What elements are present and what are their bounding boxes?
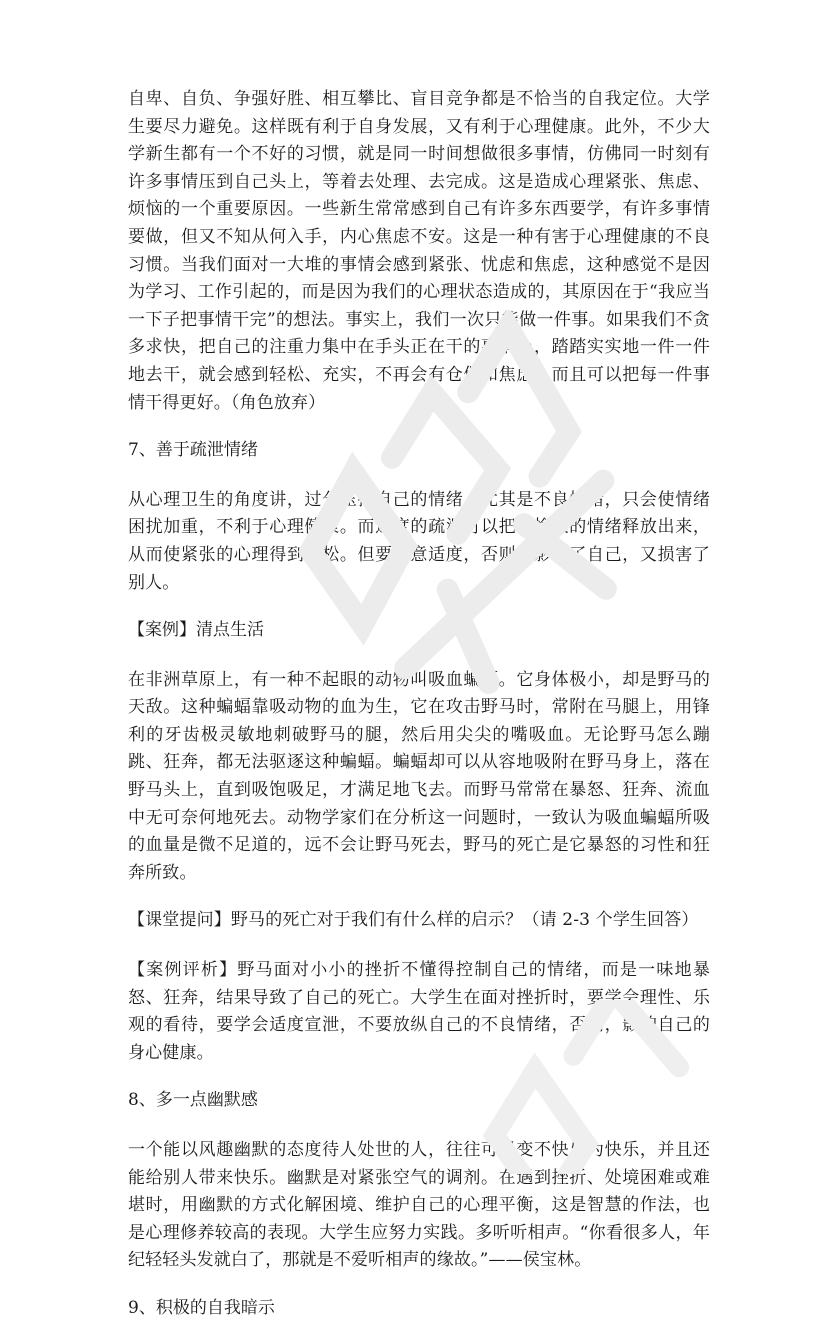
- paragraph-class-question: 【课堂提问】野马的死亡对于我们有什么样的启示？（请 2-3 个学生回答）: [128, 910, 699, 931]
- paragraph-case-analysis: 【案例评析】野马面对小小的挫折不懂得控制自己的情绪，而是一味地暴怒、狂奔，结果导致了自己的死亡。大学生在面对挫折时，要学会理性、乐观的看待，要学会适度宣泄，不要放纵自己的不良情绪，否则，影响自己的身心健康。: [128, 960, 710, 1063]
- paragraph-self-positioning: 自卑、自负、争强好胜、相互攀比、盲目竞争都是不恰当的自我定位。大学生要尽力避免。这样既有利于自身发展，又有利于心理健康。此外，不少大学新生都有一个不好的习惯，就是同一时间想做很多事情，仿佛同一时刻有许多事情压到自己头上，等着去处理、去完成。这是造成心理紧张、焦虑、烦恼的一个重要原因。一些新生常常感到自己有许多东西要学，有许多事情要做，但又不知从何入手，内心焦虑不安。这是一种有害于心理健康的不良习惯。当我们面对一大堆的事情会感到紧张、忧虑和焦虑，这种感觉不是因为学习、工作引起的，而是因为我们的心理状态造成的，其原因在于“我应当一下子把事情干完”的想法。事实上，我们一次只能做一件事。如果我们不贪多求快，把自己的注重力集中在手头正在干的事情上，踏踏实实地一件一件地去干，就会感到轻松、充实，不再会有仓促和焦虑，而且可以把每一件事情干得更好。（角色放弃）: [128, 89, 710, 413]
- case-heading: 【案例】清点生活: [128, 620, 264, 641]
- paragraph-emotion-release: 从心理卫生的角度讲，过分压抑自己的情绪，尤其是不良情绪，只会使情绪困扰加重，不利于心理健康。而适度的疏泄可以把不愉快的情绪释放出来，从而使紧张的心理得到放松。但要留意适度，否则既影响了自己，又损害了别人。: [128, 489, 710, 593]
- section-heading-9: 9、积极的自我暗示: [128, 1297, 275, 1318]
- paragraph-case-story: 在非洲草原上，有一种不起眼的动物叫吸血蝙蝠。它身体极小，却是野马的天敌。这种蝙蝠靠吸动物的血为生，它在攻击野马时，常附在马腿上，用锋利的牙齿极灵敏地刺破野马的腿，然后用尖尖的嘴吸血。无论野马怎么蹦跳、狂奔，都无法驱逐这种蝙蝠。蝙蝠却可以从容地吸附在野马身上，落在野马头上，直到吸饱吸足，才满足地飞去。而野马常常在暴怒、狂奔、流血中无可奈何地死去。动物学家们在分析这一问题时，一致认为吸血蝙蝠所吸的血量是微不足道的，远不会让野马死去，野马的死亡是它暴怒的习性和狂奔所致。: [128, 669, 710, 883]
- paragraph-humor: 一个能以风趣幽默的态度待人处世的人，往往可以变不快乐为快乐，并且还能给别人带来快乐。幽默是对紧张空气的调剂。在遇到挫折、处境困难或难堪时，用幽默的方式化解困境、维护自己的心理平衡，这是智慧的作法，也是心理修养较高的表现。大学生应努力实践。多听听相声。“你看很多人，年纪轻轻头发就白了，那就是不爱听相声的缘故。”——侯宝林。: [128, 1140, 710, 1271]
- section-heading-8: 8、多一点幽默感: [128, 1090, 258, 1111]
- section-heading-7: 7、善于疏泄情绪: [128, 440, 258, 461]
